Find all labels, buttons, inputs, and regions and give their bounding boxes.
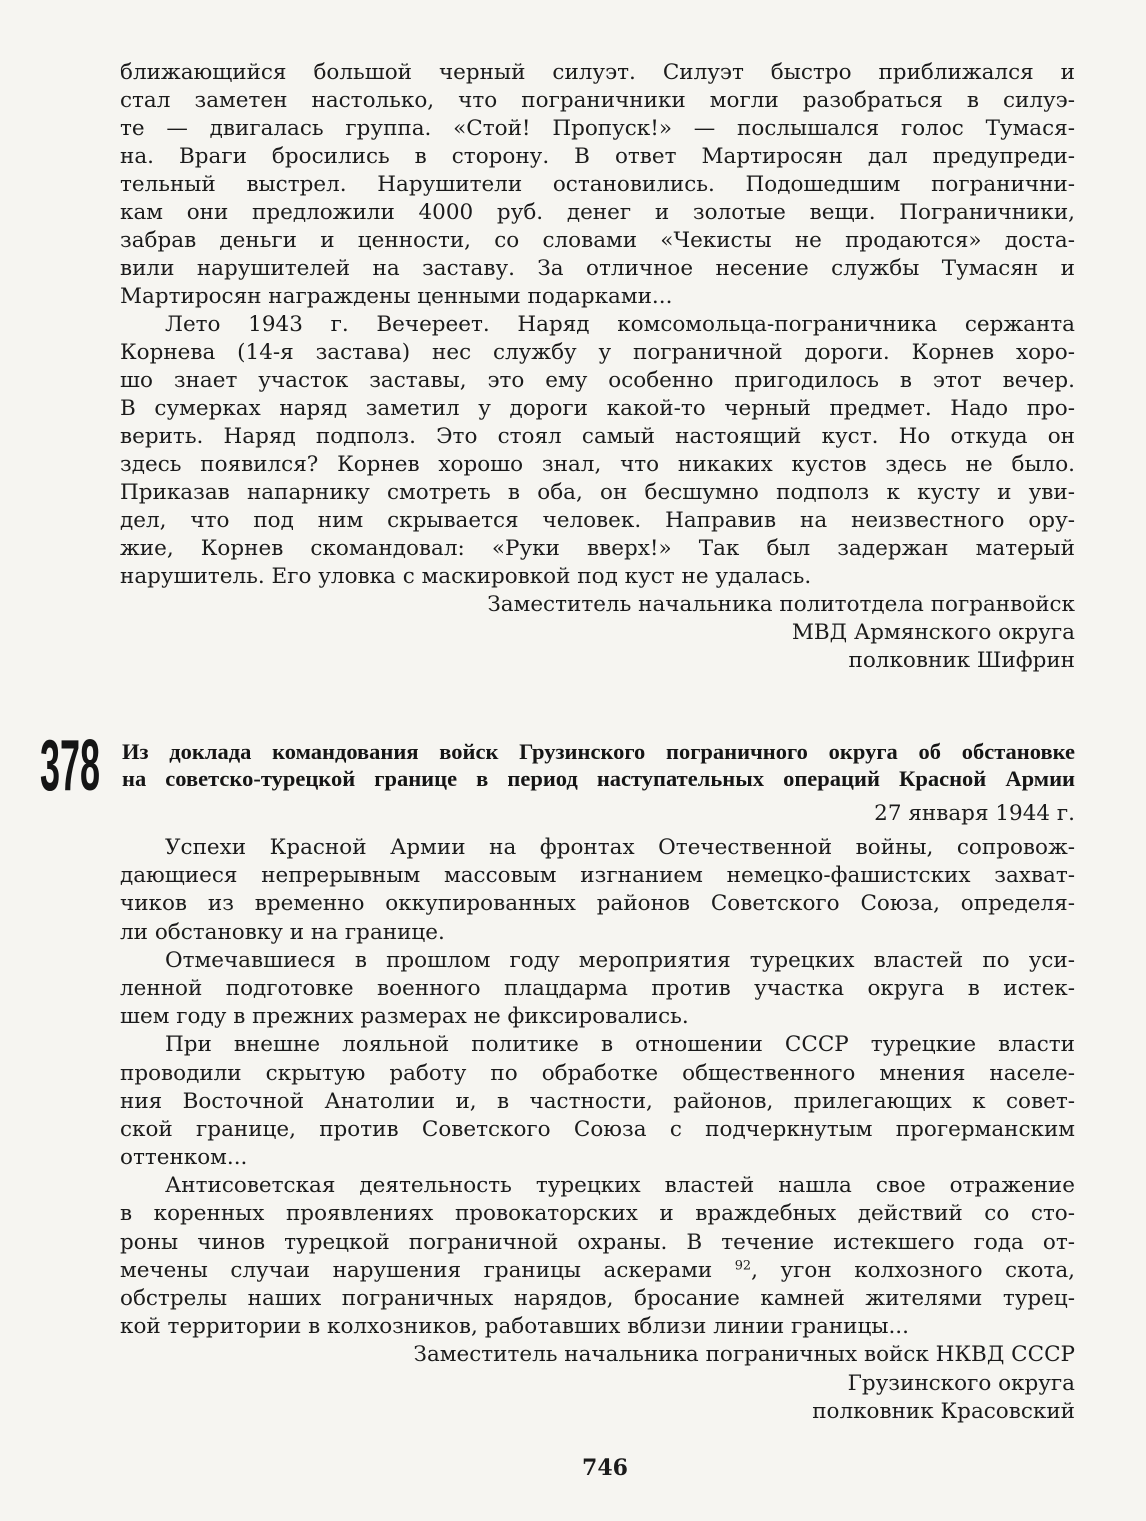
signature bbox=[120, 1341, 1075, 1426]
text-line: ли обстановку и на границе. bbox=[120, 919, 445, 945]
text-line: дающиеся непрерывным массовым изгнанием немецко-фашистских захват- bbox=[120, 863, 1075, 889]
document-number: 378 bbox=[40, 726, 101, 806]
text-line: те — двигалась группа. «Стой! Пропуск!» — послышался голос Тумася- bbox=[120, 116, 1075, 141]
text-line: Корнева (14-я застава) нес службу у пограничной дороги. Корнев хоро- bbox=[120, 340, 1075, 365]
signature-line: полковник Шифрин bbox=[848, 648, 1075, 673]
text-line: стал заметен настолько, что пограничники могли разобраться в силуэ- bbox=[120, 88, 1075, 113]
text-line: вили нарушителей на заставу. За отличное несение службы Тумасян и bbox=[120, 256, 1075, 281]
text-line: Приказав напарнику смотреть в оба, он бесшумно подполз к кусту и уви- bbox=[120, 480, 1075, 505]
text-line: ской границе, против Советского Союза с подчеркнутым прогерманским bbox=[120, 1116, 1075, 1142]
text-line: В сумерках наряд заметил у дороги какой-то черный предмет. Надо про- bbox=[120, 396, 1075, 421]
paragraph bbox=[120, 59, 1075, 311]
signature-line: Заместитель начальника пограничных войск НКВД СССР bbox=[413, 1342, 1075, 1368]
text-line: роны чинов турецкой пограничной охраны. В течение истекшего года от- bbox=[120, 1229, 1075, 1255]
footnote-reference: 92 bbox=[734, 1258, 752, 1274]
signature bbox=[120, 591, 1075, 675]
text-segment: , угон колхозного скота, bbox=[751, 1257, 1075, 1283]
signature-line: Заместитель начальника политотдела погранвойск bbox=[487, 592, 1075, 617]
text-line: шо знает участок заставы, это ему особенно пригодилось в этот вечер. bbox=[120, 368, 1075, 393]
paragraph bbox=[120, 1172, 1075, 1341]
text-line: дел, что под ним скрывается человек. Направив на неизвестного ору- bbox=[120, 508, 1075, 533]
text-line: Лето 1943 г. Вечереет. Наряд комсомольца-пограничника сержанта bbox=[165, 312, 1075, 337]
text-line: жие, Корнев скомандовал: «Руки вверх!» Так был задержан матерый bbox=[120, 536, 1075, 561]
signature-line: Грузинского округа bbox=[847, 1370, 1075, 1396]
page-number: 746 bbox=[582, 1455, 628, 1481]
text-line: ния Восточной Анатолии и, в частности, районов, прилегающих к совет- bbox=[120, 1088, 1075, 1114]
text-segment: мечены случаи нарушения границы аскерами bbox=[120, 1257, 713, 1283]
document-date: 27 января 1944 г. bbox=[874, 801, 1075, 826]
previous-document-tail bbox=[120, 59, 1075, 675]
text-line: тельный выстрел. Нарушители остановились. Подошедшим погранични- bbox=[120, 172, 1075, 197]
text-line: Мартиросян награждены ценными подарками... bbox=[120, 284, 673, 309]
text-line: проводили скрытую работу по обработке общественного мнения населе- bbox=[120, 1060, 1075, 1086]
text-line: обстрелы наших пограничных нарядов, бросание камней жителями турец- bbox=[120, 1286, 1075, 1311]
title-line: Из доклада командования войск Грузинского пограничного округа об обстановке bbox=[122, 739, 1075, 764]
text-line: здесь появился? Корнев хорошо знал, что никаких кустов здесь не было. bbox=[120, 452, 1075, 477]
paragraph bbox=[120, 947, 1075, 1032]
text-line: Отмечавшиеся в прошлом году мероприятия турецких властей по уси- bbox=[165, 947, 1075, 973]
document-body bbox=[120, 834, 1075, 1426]
text-line: ближающийся большой черный силуэт. Силуэт быстро приближался и bbox=[120, 60, 1075, 85]
text-line: верить. Наряд подполз. Это стоял самый настоящий куст. Но откуда он bbox=[120, 424, 1075, 449]
text-line: кой территории в колхозников, работавших вблизи линии границы... bbox=[120, 1314, 909, 1340]
text-line: оттенком... bbox=[120, 1145, 248, 1171]
text-line: При внешне лояльной политике в отношении СССР турецкие власти bbox=[165, 1032, 1075, 1058]
text-line: чиков из временно оккупированных районов Советского Союза, определя- bbox=[120, 891, 1075, 917]
signature-line: полковник Красовский bbox=[812, 1398, 1075, 1424]
text-line: забрав деньги и ценности, со словами «Чекисты не продаются» доста- bbox=[120, 228, 1075, 253]
paragraph bbox=[120, 1031, 1075, 1172]
document-title bbox=[122, 738, 1075, 792]
text-line: кам они предложили 4000 руб. денег и золотые вещи. Пограничники, bbox=[120, 200, 1075, 225]
text-line: на. Враги бросились в сторону. В ответ Мартиросян дал предупреди- bbox=[120, 144, 1075, 169]
text-line: в коренных проявлениях провокаторских и враждебных действий со сто- bbox=[120, 1201, 1075, 1227]
signature-line: МВД Армянского округа bbox=[791, 620, 1075, 645]
text-line: Антисоветская деятельность турецких властей нашла свое отражение bbox=[165, 1173, 1075, 1199]
text-line: нарушитель. Его уловка с маскировкой под куст не удалась. bbox=[120, 564, 812, 589]
title-line: на советско-турецкой границе в период наступательных операций Красной Армии bbox=[122, 766, 1075, 791]
text-line: шем году в прежних размерах не фиксировались. bbox=[120, 1004, 689, 1030]
paragraph bbox=[120, 834, 1075, 947]
paragraph bbox=[120, 311, 1075, 591]
text-line bbox=[120, 1257, 1075, 1285]
text-line: Успехи Красной Армии на фронтах Отечественной войны, сопровож- bbox=[165, 835, 1075, 860]
text-line: ленной подготовке военного плацдарма против участка округа в истек- bbox=[120, 975, 1075, 1001]
